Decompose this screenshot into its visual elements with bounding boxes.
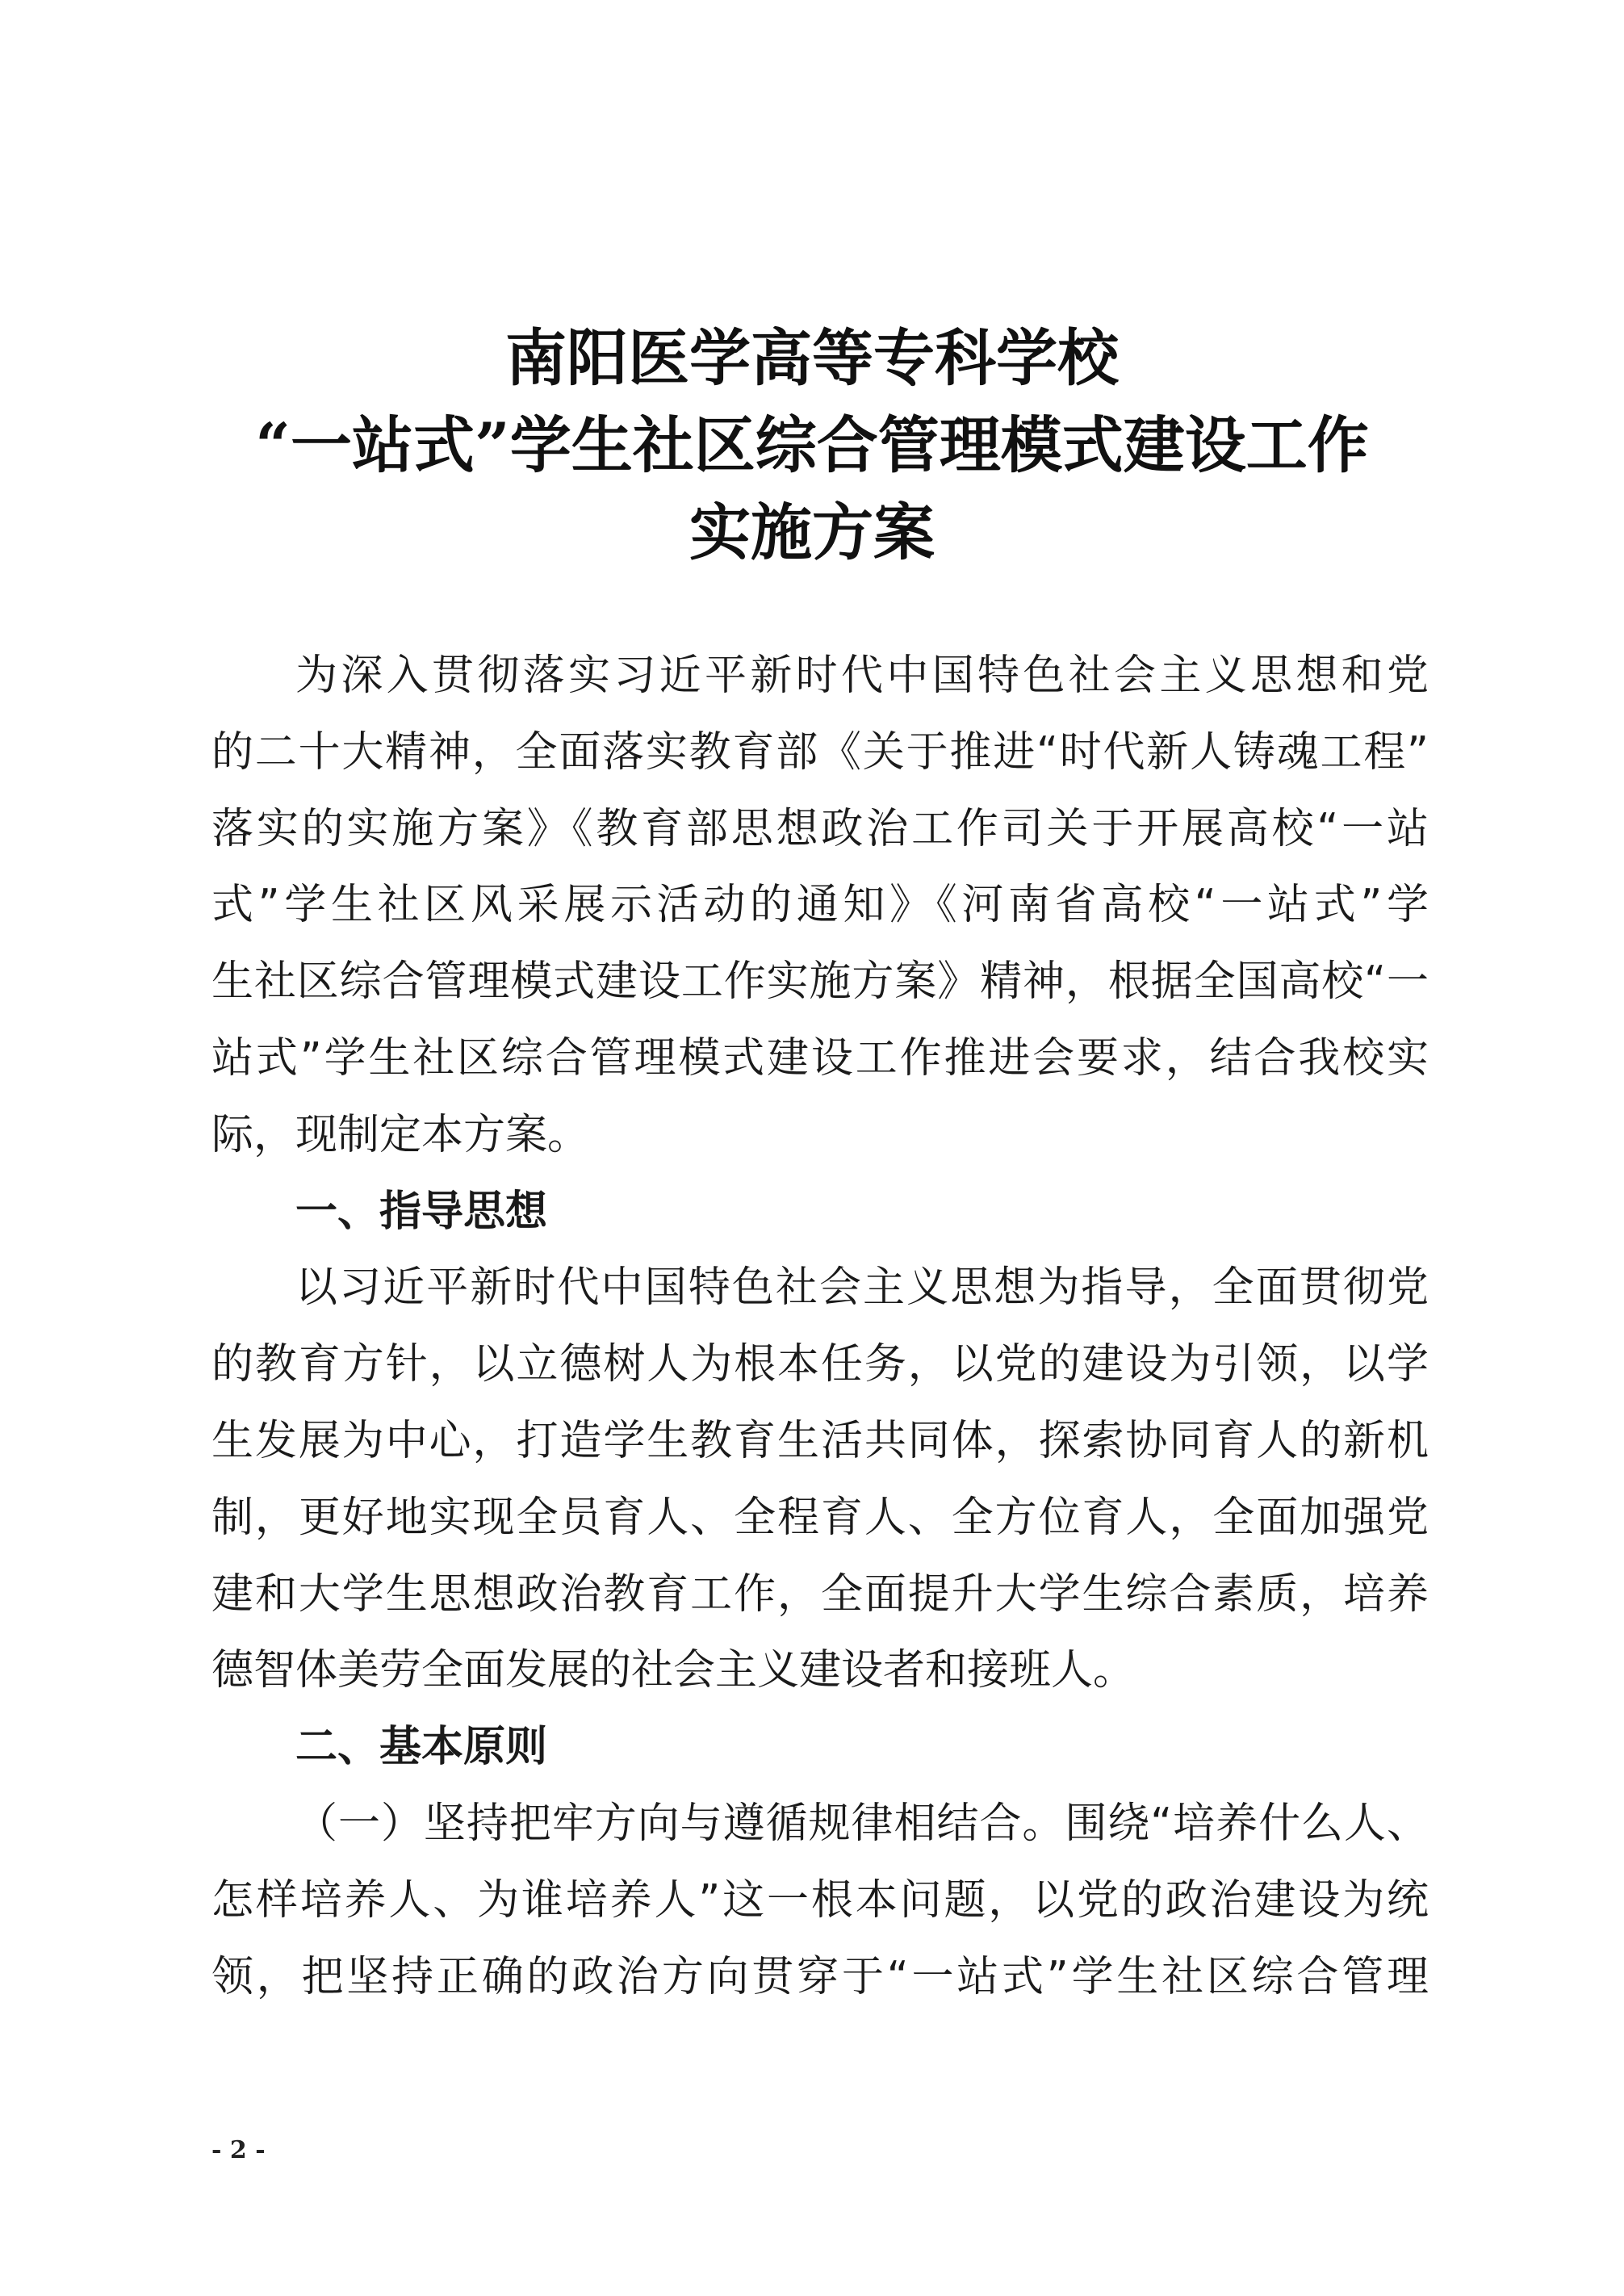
intro-line: 式”学生社区风采展示活动的通知》《河南省高校“一站式”学 (211, 881, 1429, 930)
section-heading-basic-principles: 二、基本原则 (295, 1722, 548, 1772)
section1-line: 制，更好地实现全员育人、全程育人、全方位育人，全面加强党 (211, 1493, 1429, 1542)
intro-line: 的二十大精神，全面落实教育部《关于推进“时代新人铸魂工程” (211, 727, 1429, 777)
title-line-plan: 实施方案 (689, 496, 935, 568)
section2-line: 怎样培养人、为谁培养人”这一根本问题，以党的政治建设为统 (211, 1875, 1429, 1925)
section2-line: （一）坚持把牢方向与遵循规律相结合。围绕“培养什么人、 (295, 1799, 1429, 1848)
section1-line: 生发展为中心，打造学生教育生活共同体，探索协同育人的新机 (211, 1416, 1429, 1465)
intro-line: 为深入贯彻落实习近平新时代中国特色社会主义思想和党 (295, 652, 1429, 700)
intro-line: 落实的实施方案》《教育部思想政治工作司关于开展高校“一站 (211, 804, 1429, 853)
intro-line: 生社区综合管理模式建设工作实施方案》精神，根据全国高校“一 (211, 957, 1429, 1007)
section1-line: 德智体美劳全面发展的社会主义建设者和接班人。 (211, 1646, 1136, 1695)
intro-line: 站式”学生社区综合管理模式建设工作推进会要求，结合我校实 (211, 1033, 1429, 1083)
section1-line: 建和大学生思想政治教育工作，全面提升大学生综合素质，培养 (211, 1569, 1429, 1619)
document-title (0, 315, 1624, 576)
intro-line: 际，现制定本方案。 (211, 1110, 590, 1159)
document-body (211, 638, 1429, 2015)
section-heading-guiding-ideology: 一、指导思想 (295, 1186, 548, 1236)
title-line-subject: “一站式”学生社区综合管理模式建设工作 (255, 409, 1369, 481)
section2-line: 领，把坚持正确的政治方向贯穿于“一站式”学生社区综合管理 (211, 1952, 1429, 2001)
section1-line: 的教育方针，以立德树人为根本任务，以党的建设为引领，以学 (211, 1340, 1429, 1389)
title-line-school: 南阳医学高等专科学校 (505, 322, 1119, 394)
page-number: - 2 - (211, 2136, 266, 2164)
section1-line: 以习近平新时代中国特色社会主义思想为指导，全面贯彻党 (295, 1263, 1429, 1313)
